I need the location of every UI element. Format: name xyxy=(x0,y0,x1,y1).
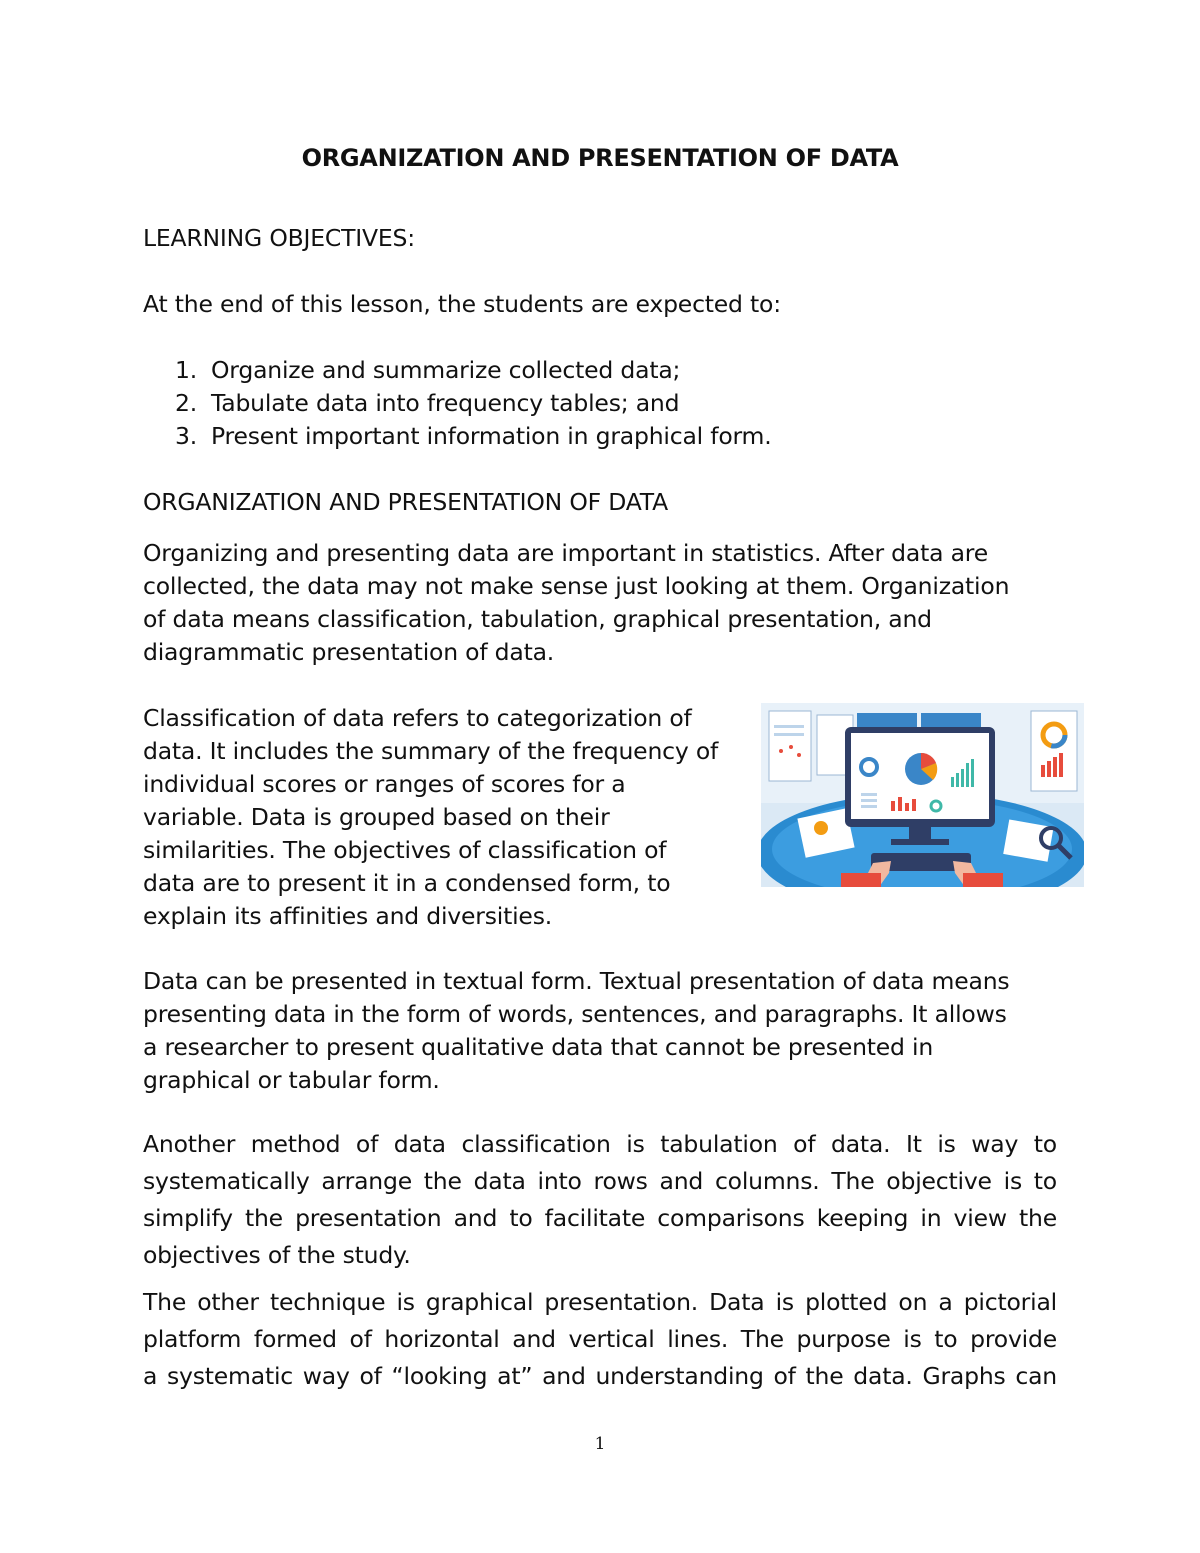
section-heading: ORGANIZATION AND PRESENTATION OF DATA xyxy=(143,488,668,516)
text-line: simplify the presentation and to facilitate comparisons keeping in view the xyxy=(143,1204,1057,1232)
text-line: a researcher to present qualitative data that cannot be presented in xyxy=(143,1033,934,1061)
text-line: individual scores or ranges of scores for a xyxy=(143,770,626,798)
paragraph-tabulation xyxy=(143,1126,1057,1274)
text-line: objectives of the study. xyxy=(143,1241,411,1269)
text-line: data are to present it in a condensed form, to xyxy=(143,869,671,897)
list-number: 1. xyxy=(175,356,198,384)
text-line: presenting data in the form of words, sentences, and paragraphs. It allows xyxy=(143,1000,1007,1028)
paragraph-textual xyxy=(143,965,1009,1097)
paragraph-classification xyxy=(143,702,718,933)
data-analysis-illustration xyxy=(761,703,1084,887)
list-item xyxy=(143,387,772,420)
list-text: Tabulate data into frequency tables; and xyxy=(211,389,680,417)
text-line: platform formed of horizontal and vertical lines. The purpose is to provide xyxy=(143,1325,1057,1353)
intro-text: At the end of this lesson, the students are expected to: xyxy=(143,290,781,318)
text-line: graphical or tabular form. xyxy=(143,1066,440,1094)
text-line: Data can be presented in textual form. Textual presentation of data means xyxy=(143,967,1010,995)
text-line: Classification of data refers to categorization of xyxy=(143,704,692,732)
text-line: a systematic way of “looking at” and understanding of the data. Graphs can xyxy=(143,1362,1057,1390)
objectives-list xyxy=(143,354,772,453)
list-number: 3. xyxy=(175,422,198,450)
paragraph-graphical xyxy=(143,1284,1057,1395)
paragraph-organizing xyxy=(143,537,1009,669)
text-line: variable. Data is grouped based on their xyxy=(143,803,610,831)
list-number: 2. xyxy=(175,389,198,417)
text-line: diagrammatic presentation of data. xyxy=(143,638,555,666)
learning-objectives-heading: LEARNING OBJECTIVES: xyxy=(143,224,415,252)
page-title: ORGANIZATION AND PRESENTATION OF DATA xyxy=(301,144,899,172)
text-line: explain its affinities and diversities. xyxy=(143,902,553,930)
list-text: Organize and summarize collected data; xyxy=(211,356,681,384)
list-text: Present important information in graphical form. xyxy=(211,422,772,450)
text-line: of data means classification, tabulation, graphical presentation, and xyxy=(143,605,932,633)
text-line: Another method of data classification is tabulation of data. It is way to xyxy=(143,1130,1057,1158)
text-line: Organizing and presenting data are important in statistics. After data are xyxy=(143,539,988,567)
page-number: 1 xyxy=(594,1434,606,1454)
text-line: similarities. The objectives of classification of xyxy=(143,836,667,864)
text-line: data. It includes the summary of the frequency of xyxy=(143,737,719,765)
text-line: collected, the data may not make sense just looking at them. Organization xyxy=(143,572,1010,600)
text-line: systematically arrange the data into rows and columns. The objective is to xyxy=(143,1167,1057,1195)
text-line: The other technique is graphical presentation. Data is plotted on a pictorial xyxy=(143,1288,1057,1316)
list-item xyxy=(143,354,772,387)
list-item xyxy=(143,420,772,453)
